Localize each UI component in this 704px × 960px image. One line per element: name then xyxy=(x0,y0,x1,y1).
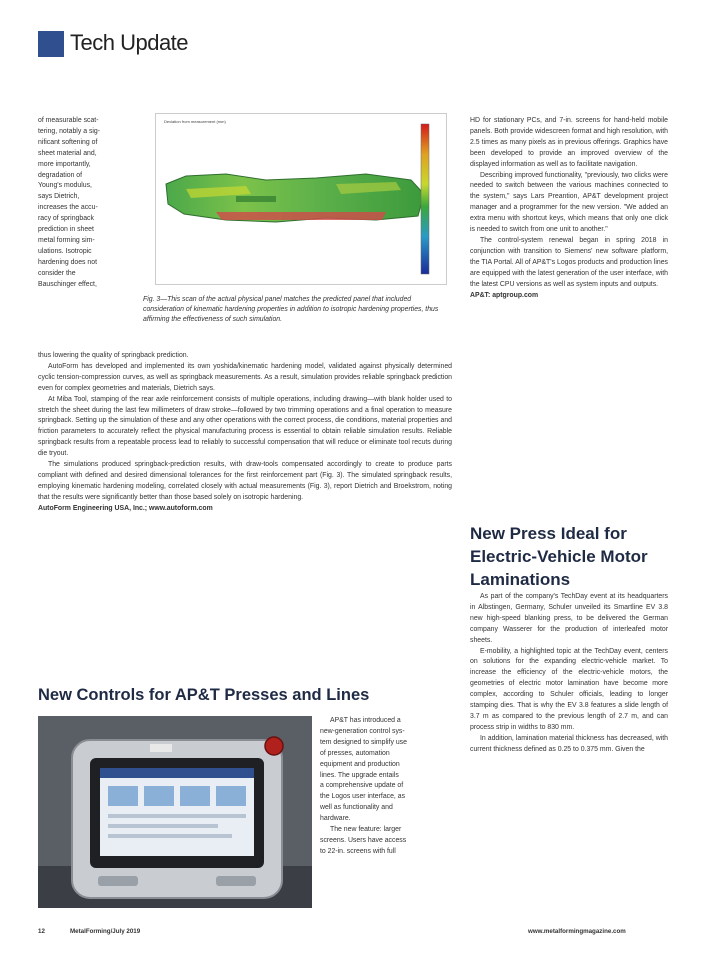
text-line: prediction in sheet xyxy=(38,226,94,234)
text-line: of measurable scat- xyxy=(38,117,99,124)
column3-body xyxy=(470,116,668,301)
paragraph: At Miba Tool, stamping of the rear axle reinforcement consists of multiple operations, including drawing—with blank holder used to stretch the sheet during the last few millimeters of draw stroke—followed by two trimming operations and a final operation to measure springback. Setting up the simulation of these and any other operations with the correct process, die conditions, material properties and friction parameters to accurately reflect the physical manufacturing process is essential to obtain reliable simulation results. Reliable springback results from a repeatable process lead to reliably to successful compensation that will reduce or eliminate tool recuts during die tryout. xyxy=(38,395,452,458)
figure-caption: Fig. 3—This scan of the actual physical panel matches the predicted panel that included consideration of kinematic hardening properties in addition to isotropic hardening properties, thus affirming the effectiveness of such simulation. xyxy=(143,296,439,323)
paragraph: E-mobility, a highlighted topic at the TechDay event, centers on solutions for the expanding electric-vehicle market. To increase the efficiency of the electric-vehicle motors, the geometries of electric motor lamination have become more complex, according to Schuler officials, leading to longer stamping dies. That is why the EV 3.8 features a slide length of 3.7 m as compared to the previous length of 2.7 m, and can process strip in widths to 830 mm. xyxy=(470,647,668,731)
section-marker xyxy=(38,31,64,57)
paragraph: AutoForm has developed and implemented its own yoshida/kinematic hardening model, validated against physically determined cyclic tension-compression curves, as well as springback measurements. As a result, simulation provides reliable springback prediction even for complex geometries and materials, Dietrich says. xyxy=(38,362,452,392)
article3-body xyxy=(470,592,668,756)
text-line: metal forming sim- xyxy=(38,236,95,244)
magazine-issue: MetalForming/July 2019 xyxy=(70,928,141,935)
text-line: tering, notably a sig- xyxy=(38,127,101,135)
article2-body xyxy=(320,716,452,858)
text-line: of presses, automation xyxy=(320,749,390,757)
text-line: the Logos user interface, as xyxy=(320,793,406,801)
text-line: to 22-in. screens with full xyxy=(320,847,396,855)
text-line: screens. Users have access xyxy=(320,836,407,844)
text-line: Young's modulus, xyxy=(38,182,92,190)
paragraph: The simulations produced springback-prediction results, with draw-tools compensated accordingly to create to produce parts compliant with defined and desired dimensional tolerances for the first reinforcement part (Fig. 3). The simulated springback results, employing kinematic hardening modeling, correlated closely with actual measurements (Fig. 3), report Dietrich and Broekstrom, noting that the results were significantly better than those based solely on isotropic hardening. xyxy=(38,461,452,501)
text-line: more importantly, xyxy=(38,160,91,168)
text-line: well as functionality and xyxy=(320,804,393,812)
paragraph: As part of the company's TechDay event at its headquarters in Albstingen, Germany, Schuler unveiled its Smartline EV 3.8 new high-speed blanking press, to be delivered the German company Wasserer for the production of interleafed motor sheets. xyxy=(470,593,668,644)
deviation-scan-image xyxy=(156,114,446,284)
page-number: 12 xyxy=(38,928,45,935)
section-title: Tech Update xyxy=(70,30,189,55)
figure-title: Deviation from measurement (mm) xyxy=(164,119,226,124)
text-line: says Dietrich, xyxy=(38,193,80,201)
article1-credit-link[interactable]: AutoForm Engineering USA, Inc.; www.autoform.com xyxy=(38,504,213,512)
text-line: degradation of xyxy=(38,171,83,179)
text-line: nificant softening of xyxy=(38,138,98,146)
text-line: tem designed to simplify use xyxy=(320,738,407,746)
figure-3 xyxy=(155,113,447,285)
text-line: ulations. Isotropic xyxy=(38,247,92,255)
text-line: equipment and production xyxy=(320,760,400,768)
article2-heading: New Controls for AP&T Presses and Lines xyxy=(38,686,370,704)
paragraph: thus lowering the quality of springback prediction. xyxy=(38,352,189,359)
paragraph: In addition, lamination material thickness has decreased, with current thickness defined as 0.25 to 0.375 mm. Given the xyxy=(470,734,668,753)
apt-credit-link[interactable]: AP&T: aptgroup.com xyxy=(470,291,539,299)
text-line: racy of springback xyxy=(38,215,94,223)
website-link[interactable]: www.metalformingmagazine.com xyxy=(528,928,626,935)
paragraph: HD for stationary PCs, and 7-in. screens for hand-held mobile panels. Both provide widescreen format and high resolution, with 2.5 times as many pixels as in previous offerings. Graphics have been developed to provide an improved overview of the displayed information as well as to facilitate navigation. xyxy=(470,117,668,168)
text-line: lines. The upgrade entails xyxy=(320,771,399,779)
paragraph: Describing improved functionality, "previously, two clicks were needed to switch between the various machines connected to the system," says Lars Preantion, AP&T development project manager and a programmer for the new version. "We added an extra menu with shortcut keys, which means that only one click is needed to switch from one unit to another." xyxy=(470,171,668,234)
text-line: hardening does not xyxy=(38,258,98,266)
article1-wrap-text xyxy=(38,116,138,291)
paragraph: The control-system renewal began in spring 2018 in conjunction with transition to Siemens' new software platform, the TIA Portal. All of AP&T's Logos products and production lines are equipped with the latest generation of the user interface, with the latest CPU versions as well as system inputs and outputs. xyxy=(470,236,668,288)
text-line: new-generation control sys- xyxy=(320,727,405,735)
control-panel-photo xyxy=(38,716,312,908)
text-line: The new feature: larger xyxy=(330,826,402,834)
text-line: sheet material and, xyxy=(38,149,97,157)
article1-body xyxy=(38,351,452,515)
text-line: Bauschinger effect, xyxy=(38,280,97,288)
text-line: increases the accu- xyxy=(38,204,98,212)
text-line: consider the xyxy=(38,269,76,277)
text-line: AP&T has introduced a xyxy=(330,717,401,724)
control-panel-image xyxy=(38,716,312,908)
text-line: a comprehensive update of xyxy=(320,782,404,790)
text-line: hardware. xyxy=(320,815,351,823)
article3-heading: New Press Ideal for Electric-Vehicle Motor Laminations xyxy=(470,524,648,589)
